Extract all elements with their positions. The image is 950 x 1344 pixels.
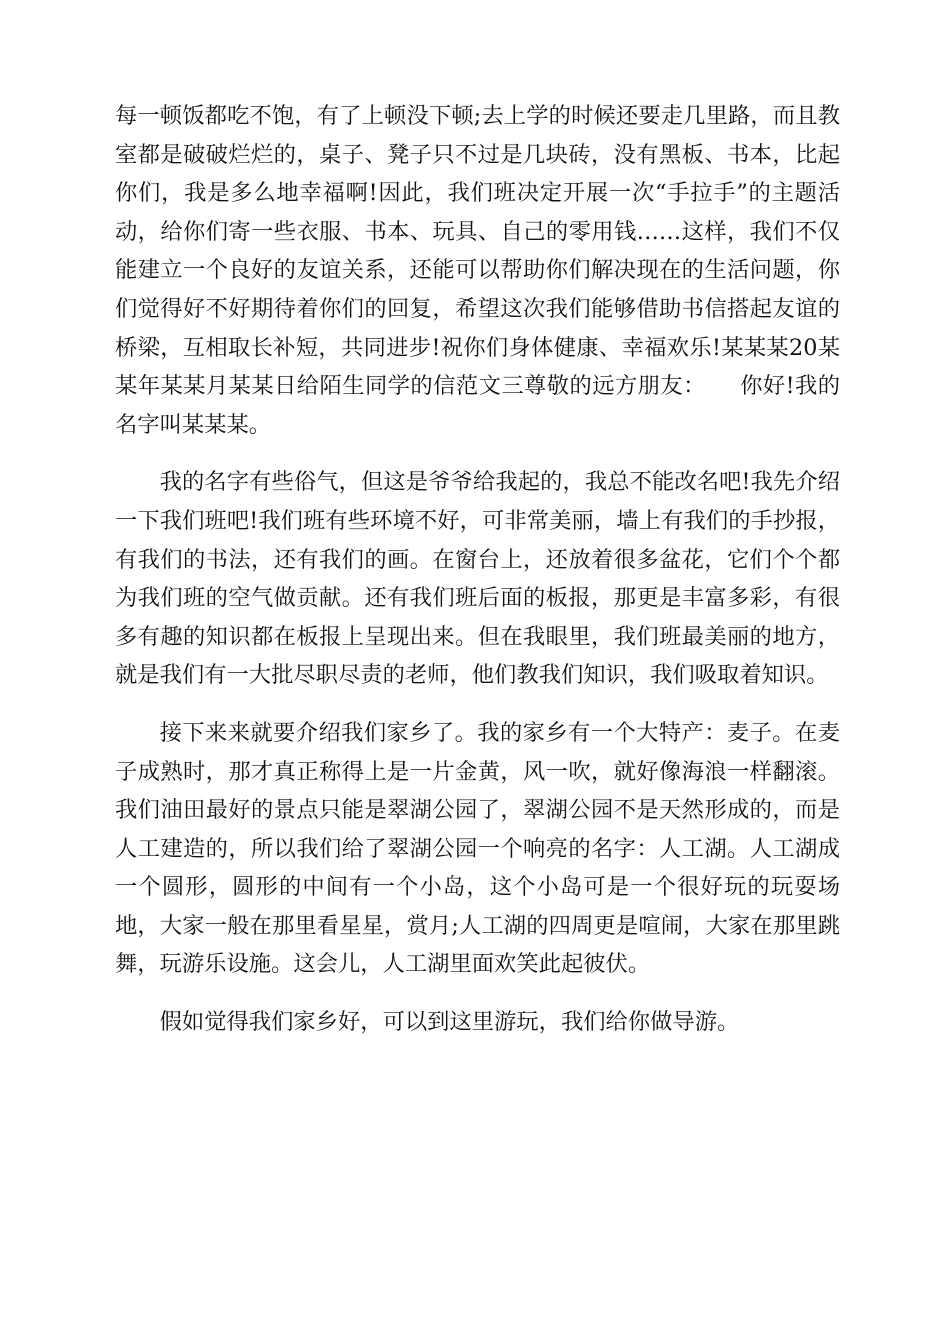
paragraph-hometown-introduction: 接下来来就要介绍我们家乡了。我的家乡有一个大特产：麦子。在麦子成熟时，那才真正称得上是一片金黄，风一吹，就好像海浪一样翻滚。我们油田最好的景点只能是翠湖公园了，翠湖公园不是天然形成的，而是人工建造的，所以我们给了翠湖公园一个响亮的名字：人工湖。人工湖成一个圆形，圆形的中间有一个小岛，这个小岛可是一个很好玩的玩耍场地，大家一般在那里看星星，赏月;人工湖的四周更是喧闹，大家在那里跳舞，玩游乐设施。这会儿，人工湖里面欢笑此起彼伏。 — [115, 719, 840, 978]
document-body — [115, 97, 840, 1061]
paragraph-class-introduction: 我的名字有些俗气，但这是爷爷给我起的，我总不能改名吧!我先介绍一下我们班吧!我们班有些环境不好，可非常美丽，墙上有我们的手抄报，有我们的书法，还有我们的画。在窗台上，还放着很多盆花，它们个个都为我们班的空气做贡献。还有我们班后面的板报，那更是丰富多彩，有很多有趣的知识都在板报上呈现出来。但在我眼里，我们班最美丽的地方，就是我们有一大批尽职尽责的老师，他们教我们知识，我们吸取着知识。 — [115, 469, 840, 689]
paragraph-invitation: 假如觉得我们家乡好，可以到这里游玩，我们给你做导游。 — [159, 1009, 740, 1036]
paragraph-letter-continuation: 每一顿饭都吃不饱，有了上顿没下顿;去上学的时候还要走几里路，而且教室都是破破烂烂的，桌子、凳子只不过是几块砖，没有黑板、书本，比起你们，我是多么地幸福啊!因此，我们班决定开展一次“手拉手”的主题活动，给你们寄一些衣服、书本、玩具、自己的零用钱……这样，我们不仅能建立一个良好的友谊关系，还能可以帮助你们解决现在的生活问题，你们觉得好不好期待着你们的回复，希望这次我们能够借助书信搭起友谊的桥梁，互相取长补短，共同进步!祝你们身体健康、幸福欢乐!某某某20某某年某某月某某日给陌生同学的信范文三尊敬的远方朋友： 你好!我的名字叫某某某。 — [115, 103, 840, 438]
